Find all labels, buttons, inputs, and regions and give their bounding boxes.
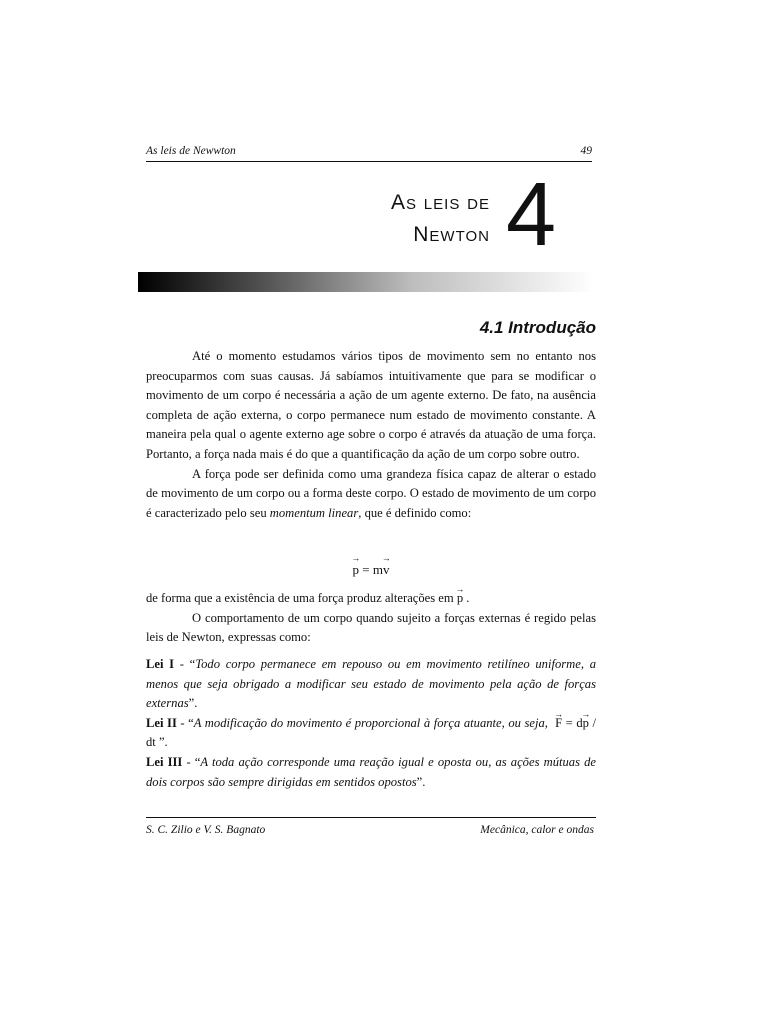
page-number: 49 xyxy=(580,145,592,157)
section-title: 4.1 Introdução xyxy=(479,318,596,337)
chapter-title-line1: As leis de xyxy=(390,191,490,214)
paragraph-4: O comportamento de um corpo quando sujeito a forças externas é regido pelas leis de Newton, expressas como: xyxy=(146,610,596,645)
law-3-text: A toda ação corresponde uma reação igual e oposta ou, as ações mútuas de dois corpos são sempre dirigidas em sentidos opostos xyxy=(146,754,596,789)
footer-authors: S. C. Zilio e V. S. Bagnato xyxy=(146,824,266,836)
law-3-end: ”. xyxy=(416,774,426,789)
paragraph-2 xyxy=(146,465,596,524)
paragraph-1: Até o momento estudamos vários tipos de movimento sem no entanto nos preocuparmos com suas causas. Já sabíamos intuitivamente que para se modificar o movimento de um corpo é necessária a ação de um agente externo. De fato, na ausência completa de ação externa, o corpo permanece num estado de movimento constante. A maneira pela qual o agente externo age sobre o corpo é através da atuação de uma força. Portanto, a força nada mais é do que a quantificação da ação de um corpo sobre outro. xyxy=(146,349,596,461)
law-2-sep: - “ xyxy=(176,715,194,730)
vector-v: → v xyxy=(383,562,390,578)
paragraph-2-text: A força pode ser definida como uma grandeza física capaz de alterar o estado de movimento de um corpo ou a forma deste corpo. O estado de movimento de um corpo é caracterizado pelo seu xyxy=(146,466,596,520)
chapter-title-line2: Newton xyxy=(413,223,490,246)
vector-f: → F xyxy=(555,714,562,734)
law-3 xyxy=(146,753,596,792)
paragraph-3-text: de forma que a existência de uma força produz alterações em xyxy=(146,591,457,605)
chapter-title xyxy=(330,187,490,251)
law-2-eq: = d xyxy=(562,715,583,730)
footer-rule xyxy=(146,817,596,818)
law-1-end: ”. xyxy=(188,696,198,711)
law-2 xyxy=(146,714,596,753)
intro-text xyxy=(146,347,596,523)
post-equation-text xyxy=(146,589,596,648)
momentum-linear-term: momentum linear xyxy=(269,505,359,520)
paragraph-2-end: , que é definido como: xyxy=(358,505,472,520)
law-1-label: Lei I xyxy=(146,657,175,671)
vector-p-inline: → p xyxy=(457,589,463,609)
law-2-label: Lei II xyxy=(146,715,177,730)
law-2-end: ”. xyxy=(155,735,168,750)
vector-dp: → p xyxy=(583,714,589,734)
law-3-sep: - “ xyxy=(182,754,201,769)
law-2-text: A modificação do movimento é proporcional à força atuante, ou seja, xyxy=(193,715,548,730)
paragraph-3-end: . xyxy=(463,591,470,605)
law-2-dt: / dt xyxy=(146,715,597,750)
law-1-text: Todo corpo permanece em repouso ou em movimento retilíneo uniforme, a menos que seja obrigado a modificar seu estado de movimento pela ação de forças externas xyxy=(146,657,596,711)
law-1-sep: - “ xyxy=(174,657,196,671)
chapter-gradient-bar xyxy=(138,272,594,292)
equation-middle: = m xyxy=(359,562,383,577)
law-1 xyxy=(146,655,596,714)
footer-book-title: Mecânica, calor e ondas xyxy=(480,824,594,836)
chapter-number: 4 xyxy=(506,165,557,265)
law-3-label: Lei III xyxy=(146,754,183,769)
momentum-equation xyxy=(146,562,596,578)
paragraph-3 xyxy=(146,589,596,609)
running-header-title: As leis de Newwton xyxy=(146,145,236,157)
newton-laws xyxy=(146,655,596,792)
vector-p: → p xyxy=(353,562,360,578)
